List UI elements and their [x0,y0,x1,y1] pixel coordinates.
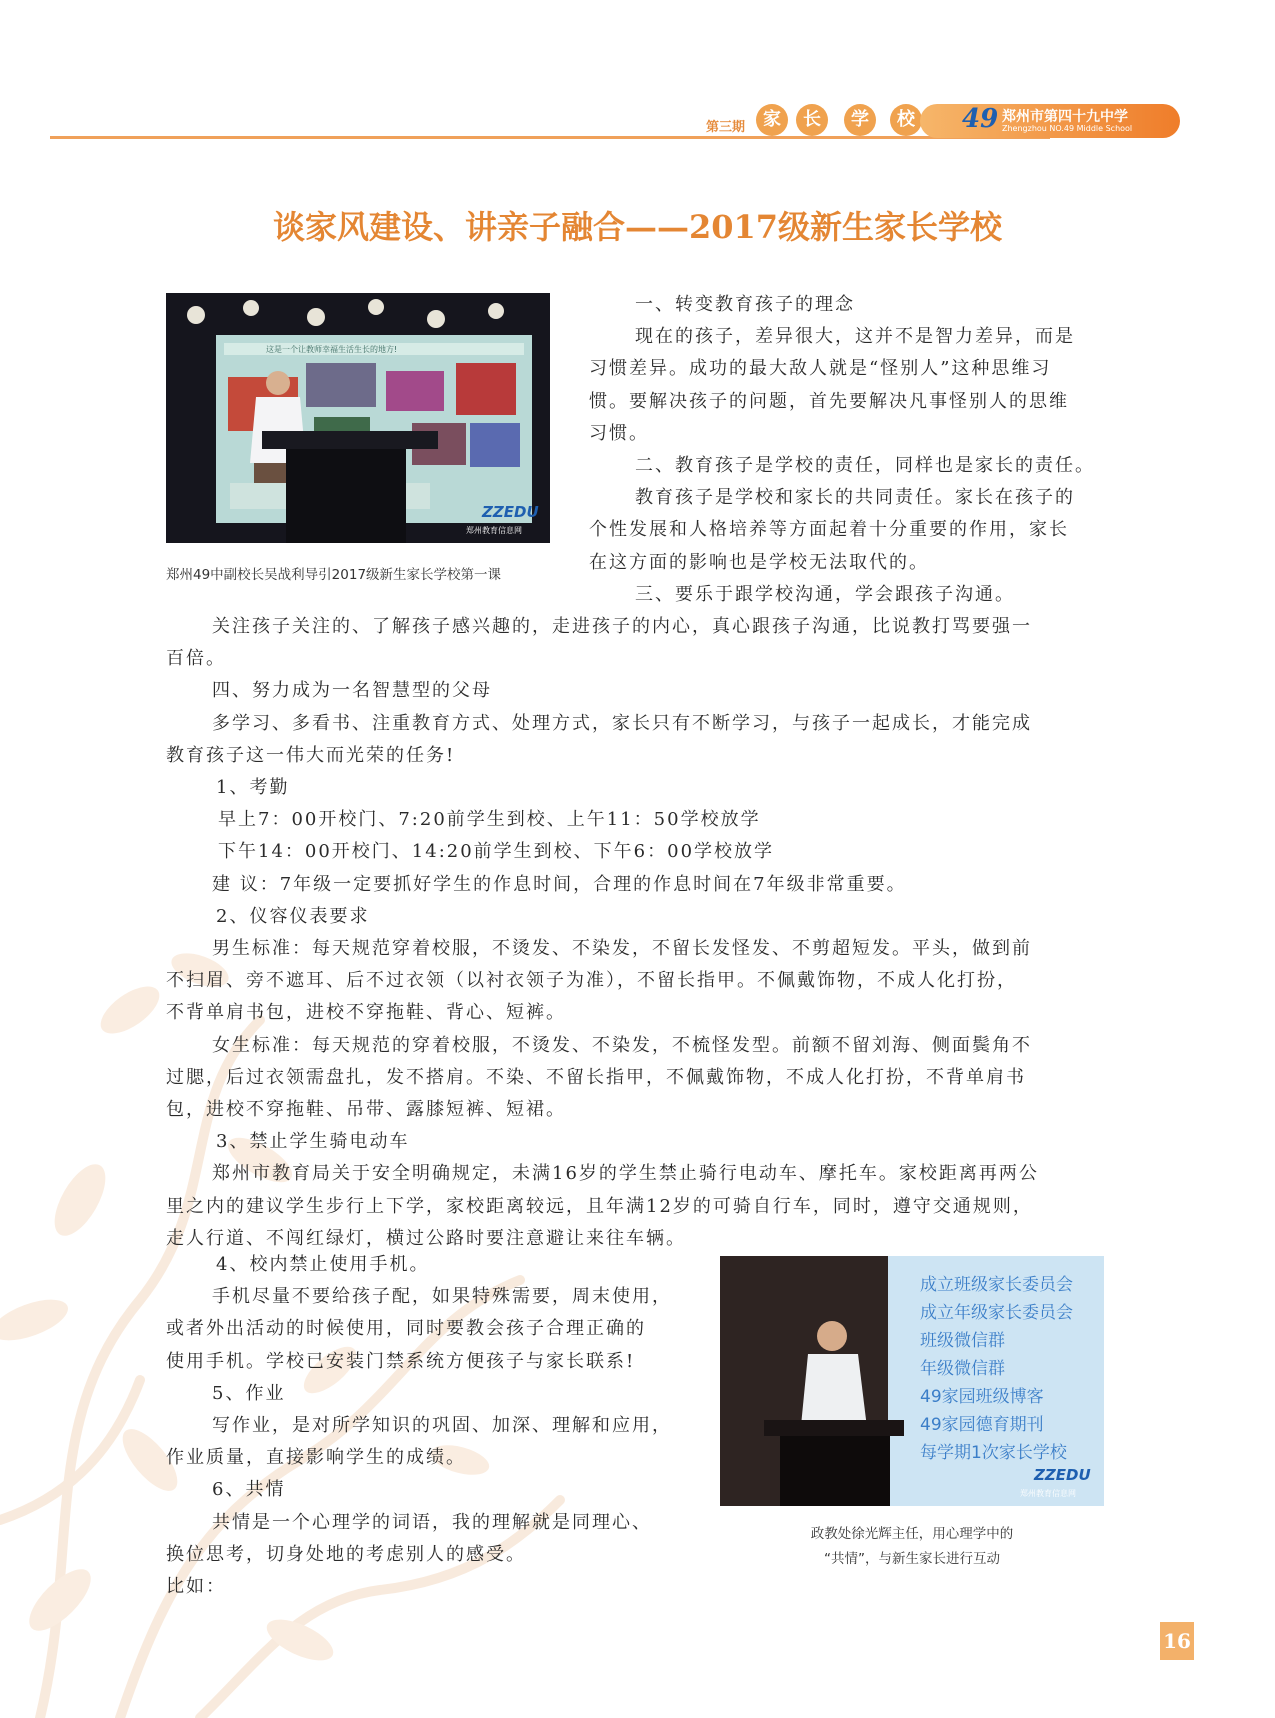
text-line: 教育孩子这一伟大而光荣的任务! [166,744,456,766]
text-line: 写作业，是对所学知识的巩固、加深、理解和应用， [212,1415,672,1437]
slide-line-4: 年级微信群 [920,1359,1005,1379]
photo1-caption: 郑州49中副校长吴战利导引2017级新生家长学校第一课 [166,567,502,583]
text-line: 个性发展和人格培养等方面起着十分重要的作用，家长 [589,519,1069,541]
body-full-width [166,611,1126,1255]
text-line: 惯。要解决孩子的问题，首先要解决凡事怪别人的思维 [589,390,1069,412]
header-badge-xiao: 校 [890,104,922,136]
subheading-attendance: 1、考勤 [216,777,290,799]
intro-right-column [589,289,1119,611]
school-logo: 49 [962,104,999,134]
subheading-empathy: 6、共情 [212,1479,286,1501]
text-line: 共情是一个心理学的词语，我的理解就是同理心、 [212,1511,652,1533]
heading-1: 一、转变教育孩子的理念 [635,294,855,315]
photo-illustration [166,293,550,543]
header-badge-jia: 家 [756,104,788,136]
school-name-en: Zhengzhou NO.49 Middle School [1002,124,1133,133]
text-line: 里之内的建议学生步行上下学，家校距离较远，且年满12岁的可骑自行车，同时，遵守交通规则， [166,1195,1033,1217]
subheading-ebike: 3、禁止学生骑电动车 [216,1131,410,1153]
photo2-caption [720,1522,1104,1572]
text-line: 百倍。 [166,648,226,670]
text-line: 女生标准：每天规范的穿着校服，不烫发、不染发，不梳怪发型。前额不留刘海、侧面鬓角不 [212,1034,1032,1056]
text-line: 或者外出活动的时候使用，同时要教会孩子合理正确的 [166,1318,646,1340]
text-line: 作业质量，直接影响学生的成绩。 [166,1447,466,1469]
slide-line-6: 49家园德育期刊 [920,1415,1044,1435]
text-line: 在这方面的影响也是学校无法取代的。 [589,551,929,573]
slide-line-3: 班级微信群 [920,1331,1005,1351]
watermark-sub: 郑州教育信息网 [466,526,522,535]
screen-slogan: 这是一个让教师幸福生活生长的地方! [266,345,398,354]
header-rule [50,136,1050,139]
watermark-zzedu: ZZEDU [482,503,539,521]
text-line: 习惯差异。成功的最大敌人就是“怪别人”这种思维习 [589,358,1052,380]
watermark-sub: 郑州教育信息网 [1020,1489,1076,1498]
text-line: 多学习、多看书、注重教育方式、处理方式，家长只有不断学习，与孩子一起成长，才能完成 [212,712,1032,734]
slide-line-5: 49家园班级博客 [920,1387,1044,1407]
slide-line-2: 成立年级家长委员会 [920,1303,1073,1323]
heading-4: 四、努力成为一名智慧型的父母 [212,680,492,702]
text-line: 走人行道、不闯红绿灯，横过公路时要注意避让来往车辆。 [166,1227,686,1249]
heading-2: 二、教育孩子是学校的责任，同样也是家长的责任。 [635,455,1095,477]
text-line: 郑州市教育局关于安全明确规定，未满16岁的学生禁止骑行电动车、摩托车。家校距离再两公 [212,1163,1039,1185]
text-line: 关注孩子关注的、了解孩子感兴趣的，走进孩子的内心，真心跟孩子沟通，比说教打骂要强一 [212,616,1032,637]
article-title: 谈家风建设、讲亲子融合——2017级新生家长学校 [272,208,1003,246]
text-line: 使用手机。学校已安装门禁系统方便孩子与家长联系! [166,1350,636,1372]
photo2-caption-line2: “共情”，与新生家长进行互动 [824,1551,1000,1567]
text-line: 建 议：7年级一定要抓好学生的作息时间，合理的作息时间在7年级非常重要。 [212,873,907,895]
text-line: 早上7：00开校门、7:20前学生到校、上午11：50学校放学 [218,809,761,831]
subheading-homework: 5、作业 [212,1382,286,1404]
school-name: 郑州市第四十九中学 [1002,109,1128,125]
text-line: 不扫眉、旁不遮耳、后不过衣领（以衬衣领子为准），不留长指甲。不佩戴饰物，不成人化打扮， [166,970,1017,992]
text-line: 不背单肩书包，进校不穿拖鞋、背心、短裤。 [166,1002,566,1024]
photo-speech-director [720,1256,1104,1506]
subheading-appearance: 2、仪容仪表要求 [216,905,370,927]
photo2-caption-line1: 政教处徐光辉主任，用心理学中的 [810,1526,1014,1542]
text-line: 比如： [166,1576,226,1598]
slide-line-7: 每学期1次家长学校 [920,1443,1067,1463]
text-line: 换位思考，切身处地的考虑别人的感受。 [166,1543,526,1565]
text-line: 教育孩子是学校和家长的共同责任。家长在孩子的 [635,487,1075,509]
text-line: 现在的孩子，差异很大，这并不是智力差异，而是 [635,326,1075,348]
text-line: 过腮，后过衣领需盘扎，发不搭肩。不染、不留长指甲，不佩戴饰物，不成人化打扮，不背单肩书 [166,1066,1026,1088]
photo-speech-vice-principal [166,293,550,543]
text-line: 包，进校不穿拖鞋、吊带、露膝短裤、短裙。 [166,1099,566,1121]
heading-3: 三、要乐于跟学校沟通，学会跟孩子沟通。 [635,583,1015,605]
slide-line-1: 成立班级家长委员会 [920,1275,1073,1295]
page-number: 16 [1160,1622,1194,1660]
subheading-phone: 4、校内禁止使用手机。 [216,1254,430,1275]
text-line: 下午14：00开校门、14:20前学生到校、下午6：00学校放学 [218,841,775,863]
header-badge-zhang: 长 [796,104,828,136]
text-line: 习惯。 [589,422,649,444]
issue-label: 第三期 [706,120,746,135]
text-line: 男生标准：每天规范穿着校服，不烫发、不染发，不留长发怪发、不剪超短发。平头，做到前 [212,938,1032,960]
header-badge-xue: 学 [844,104,876,136]
watermark-zzedu: ZZEDU [1034,1466,1091,1484]
text-line: 手机尽量不要给孩子配，如果特殊需要，周末使用， [212,1286,672,1308]
body-left-column [166,1249,706,1603]
